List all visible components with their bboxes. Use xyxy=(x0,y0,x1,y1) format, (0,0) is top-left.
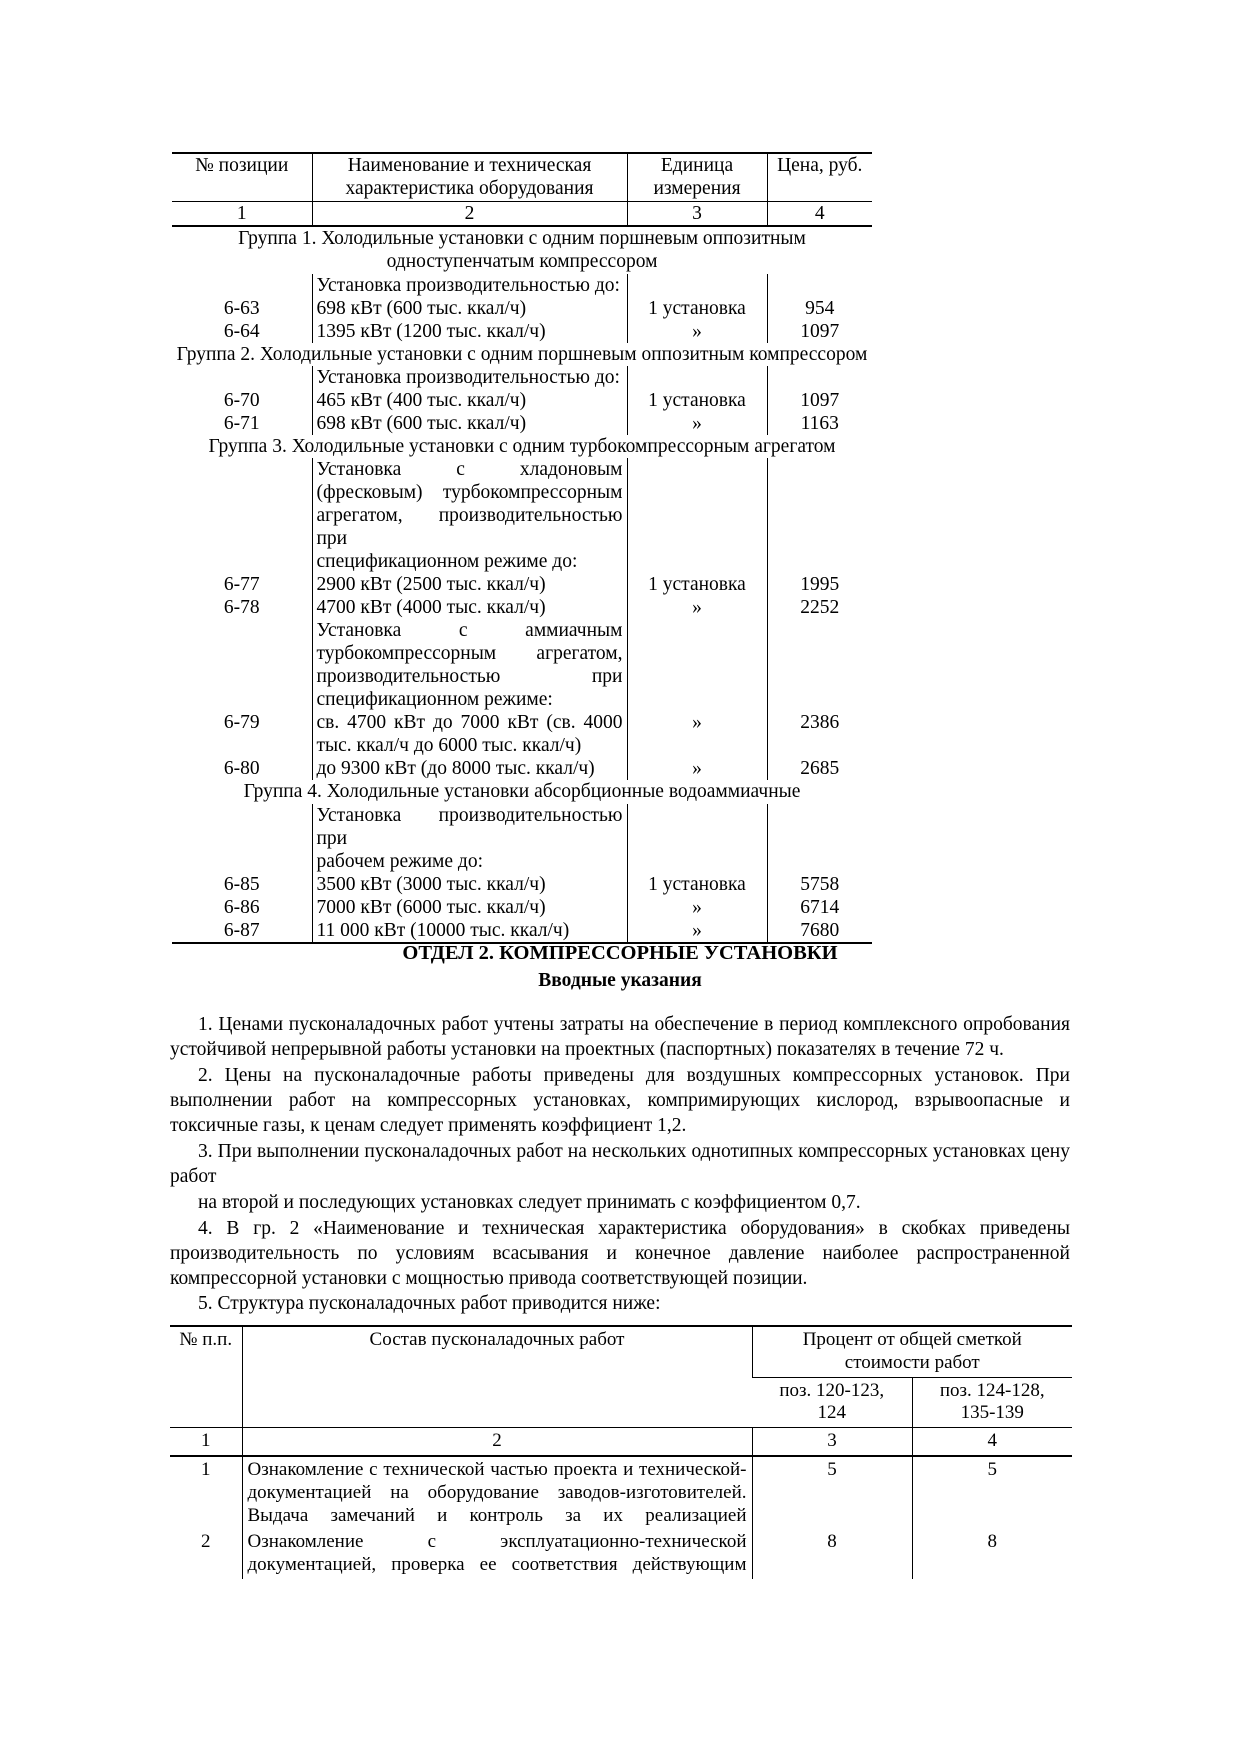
note-3: 3. При выполнении пусконаладочных работ на нескольких однотипных компрессорных установках цену работ xyxy=(170,1140,1070,1187)
price-table-header-row xyxy=(172,153,872,201)
price-cell: 2252 xyxy=(800,597,840,619)
position-cell xyxy=(172,804,312,873)
unit-cell xyxy=(627,619,767,711)
position-cell xyxy=(172,366,312,389)
colnum-4: 4 xyxy=(767,201,872,226)
unit-cell: » xyxy=(627,412,767,435)
name-cell: до 9300 кВт (до 8000 тыс. ккал/ч) xyxy=(312,757,627,780)
price-cell xyxy=(767,274,872,297)
note-4: 4. В гр. 2 «Наименование и техническая характеристика оборудования» в скобках приведены производительность по условиям всасывания и конечное давление наиболее распространенной компрессорной установки с мощностью привода соответствующей позиции. xyxy=(170,1217,1070,1289)
unit-cell xyxy=(627,458,767,573)
table-row xyxy=(172,297,872,320)
colnum-4: 4 xyxy=(912,1428,1072,1456)
table-row xyxy=(172,619,872,711)
price-cell xyxy=(767,804,872,873)
table-row xyxy=(172,412,872,435)
name-cell: св. 4700 кВт до 7000 кВт (св. 4000 тыс. ккал/ч до 6000 тыс. ккал/ч) xyxy=(312,711,627,757)
row-description: Ознакомление с эксплуатационно-технической документацией, проверка ее соответствия действующим xyxy=(242,1529,752,1579)
table-row xyxy=(172,274,872,297)
position-cell: 6-71 xyxy=(223,412,260,434)
position-cell xyxy=(172,458,312,573)
section-heading xyxy=(0,940,1240,994)
table-row xyxy=(172,458,872,573)
unit-cell: 1 установка xyxy=(627,873,767,896)
table-row xyxy=(170,1529,1072,1579)
price-cell: 6714 xyxy=(800,896,840,918)
position-cell: 6-87 xyxy=(223,919,260,941)
name-cell: 3500 кВт (3000 тыс. ккал/ч) xyxy=(312,873,627,896)
group-1-title: Группа 1. Холодильные установки с одним поршневым оппозитным одноступенчатым компрессором xyxy=(238,227,806,273)
row-percent-1: 8 xyxy=(752,1529,912,1579)
group-title-row xyxy=(172,343,872,366)
unit-cell: » xyxy=(627,711,767,757)
unit-cell: 1 установка xyxy=(627,297,767,320)
price-cell: 1995 xyxy=(800,574,840,596)
group-2-title: Группа 2. Холодильные установки с одним поршневым оппозитным компрессором xyxy=(176,343,868,365)
section-subtitle: Вводные указания xyxy=(538,969,702,991)
table-row xyxy=(172,366,872,389)
intro-notes xyxy=(170,1013,1070,1318)
lead-cell-block: Установка с хладоновым (фресковым) турбокомпрессорным агрегатом, производительностью при спецификационном режиме до: xyxy=(312,458,627,573)
price-cell: 2386 xyxy=(800,712,840,734)
group-title-row xyxy=(172,435,872,458)
position-cell xyxy=(172,274,312,297)
unit-cell: » xyxy=(627,596,767,619)
unit-cell xyxy=(627,366,767,389)
position-cell: 6-70 xyxy=(223,389,260,411)
table-row xyxy=(170,1456,1072,1529)
lead-cell-block: Установка производительностью при рабочем режиме до: xyxy=(312,804,627,873)
position-cell: 6-79 xyxy=(223,712,260,734)
page-title: ОТДЕЛ 2. КОМПРЕССОРНЫЕ УСТАНОВКИ xyxy=(402,942,838,964)
name-cell: 2900 кВт (2500 тыс. ккал/ч) xyxy=(312,573,627,596)
name-cell: 465 кВт (400 тыс. ккал/ч) xyxy=(312,389,627,412)
lead-cell: Установка производительностью до: xyxy=(312,366,627,389)
row-percent-2: 8 xyxy=(912,1529,1072,1579)
position-cell: 6-77 xyxy=(223,574,260,596)
price-table xyxy=(172,152,872,944)
table-row xyxy=(172,896,872,919)
position-cell: 6-78 xyxy=(223,597,260,619)
unit-cell: » xyxy=(627,320,767,343)
header-name-spec: Наименование и техническая характеристика оборудования xyxy=(312,153,627,201)
price-cell xyxy=(767,458,872,573)
unit-cell: 1 установка xyxy=(627,389,767,412)
table-row xyxy=(172,711,872,757)
unit-cell: » xyxy=(627,896,767,919)
colnum-3: 3 xyxy=(627,201,767,226)
row-percent-2: 5 xyxy=(912,1456,1072,1529)
name-cell: 698 кВт (600 тыс. ккал/ч) xyxy=(312,297,627,320)
table-row xyxy=(172,389,872,412)
table-row xyxy=(172,873,872,896)
lead-cell-block: Установка с аммиачным турбокомпрессорным агрегатом, производительностью при спецификационном режиме: xyxy=(312,619,627,711)
table-row xyxy=(172,573,872,596)
price-cell: 7680 xyxy=(800,919,840,941)
price-table-column-numbers xyxy=(172,201,872,226)
price-cell xyxy=(767,619,872,711)
table-row xyxy=(172,596,872,619)
header-positions-124-139: поз. 124-128, 135-139 xyxy=(912,1377,1072,1428)
price-cell: 1163 xyxy=(800,412,839,434)
name-cell: 7000 кВт (6000 тыс. ккал/ч) xyxy=(312,896,627,919)
table-row xyxy=(172,757,872,780)
note-5: 5. Структура пусконаладочных работ приводится ниже: xyxy=(198,1293,661,1315)
structure-column-numbers xyxy=(170,1428,1072,1456)
row-index: 1 xyxy=(201,1458,211,1480)
price-cell: 2685 xyxy=(800,758,840,780)
colnum-1: 1 xyxy=(172,201,312,226)
table-row xyxy=(172,804,872,873)
header-price: Цена, руб. xyxy=(767,153,872,201)
note-2: 2. Цены на пусконаладочные работы приведены для воздушных компрессорных установок. При выполнении работ на компрессорных установках, компримирующих кислород, взрывоопасные и токсичные газы, к ценам следует применять коэффициент 1,2. xyxy=(170,1064,1070,1136)
group-3-title: Группа 3. Холодильные установки с одним турбокомпрессорным агрегатом xyxy=(208,435,836,457)
name-cell: 698 кВт (600 тыс. ккал/ч) xyxy=(312,412,627,435)
unit-cell: 1 установка xyxy=(627,573,767,596)
unit-cell xyxy=(627,804,767,873)
unit-cell xyxy=(627,274,767,297)
header-unit: Единица измерения xyxy=(627,153,767,201)
header-works-composition: Состав пусконаладочных работ xyxy=(242,1326,752,1428)
price-table-container xyxy=(172,152,872,944)
header-percent-group: Процент от общей сметкой стоимости работ xyxy=(752,1326,1072,1377)
header-positions-120-124: поз. 120-123, 124 xyxy=(779,1379,885,1424)
position-cell: 6-80 xyxy=(223,758,260,780)
name-cell: 4700 кВт (4000 тыс. ккал/ч) xyxy=(312,596,627,619)
name-cell: 1395 кВт (1200 тыс. ккал/ч) xyxy=(312,320,627,343)
row-description: Ознакомление с технической частью проекта и технической- документацией на оборудование заводов-изготовителей. Выдача замечаний и контроль за их реализацией xyxy=(242,1456,752,1529)
unit-cell: » xyxy=(627,919,767,943)
colnum-1: 1 xyxy=(170,1428,242,1456)
position-cell: 6-63 xyxy=(223,297,260,319)
structure-header-row xyxy=(170,1326,1072,1377)
group-title-row xyxy=(172,780,872,803)
row-index: 2 xyxy=(201,1531,211,1553)
note-1: 1. Ценами пусконаладочных работ учтены затраты на обеспечение в период комплексного опробования устойчивой непрерывной работы установки на проектных (паспортных) показателях в течение 72 ч. xyxy=(170,1014,1070,1060)
position-cell: 6-64 xyxy=(223,320,260,342)
group-4-title: Группа 4. Холодильные установки абсорбционные водоаммиачные xyxy=(243,781,801,803)
lead-cell: Установка производительностью до: xyxy=(312,274,627,297)
name-cell: 11 000 кВт (10000 тыс. ккал/ч) xyxy=(312,919,627,943)
position-cell xyxy=(172,619,312,711)
price-cell: 1097 xyxy=(800,389,840,411)
table-row xyxy=(172,320,872,343)
structure-table xyxy=(170,1325,1072,1579)
position-cell: 6-85 xyxy=(223,873,260,895)
price-cell xyxy=(767,366,872,389)
unit-cell: » xyxy=(627,757,767,780)
note-3-continuation: на второй и последующих установках следует принимать с коэффициентом 0,7. xyxy=(198,1191,861,1213)
row-percent-1: 5 xyxy=(752,1456,912,1529)
position-cell: 6-86 xyxy=(223,896,260,918)
header-item-number: № п.п. xyxy=(179,1329,233,1350)
price-cell: 954 xyxy=(805,297,835,319)
price-cell: 5758 xyxy=(800,873,840,895)
header-position: № позиции xyxy=(172,153,312,201)
group-title-row xyxy=(172,226,872,274)
price-cell: 1097 xyxy=(800,320,840,342)
colnum-2: 2 xyxy=(312,201,627,226)
structure-table-container xyxy=(170,1325,1072,1579)
colnum-3: 3 xyxy=(752,1428,912,1456)
colnum-2: 2 xyxy=(242,1428,752,1456)
